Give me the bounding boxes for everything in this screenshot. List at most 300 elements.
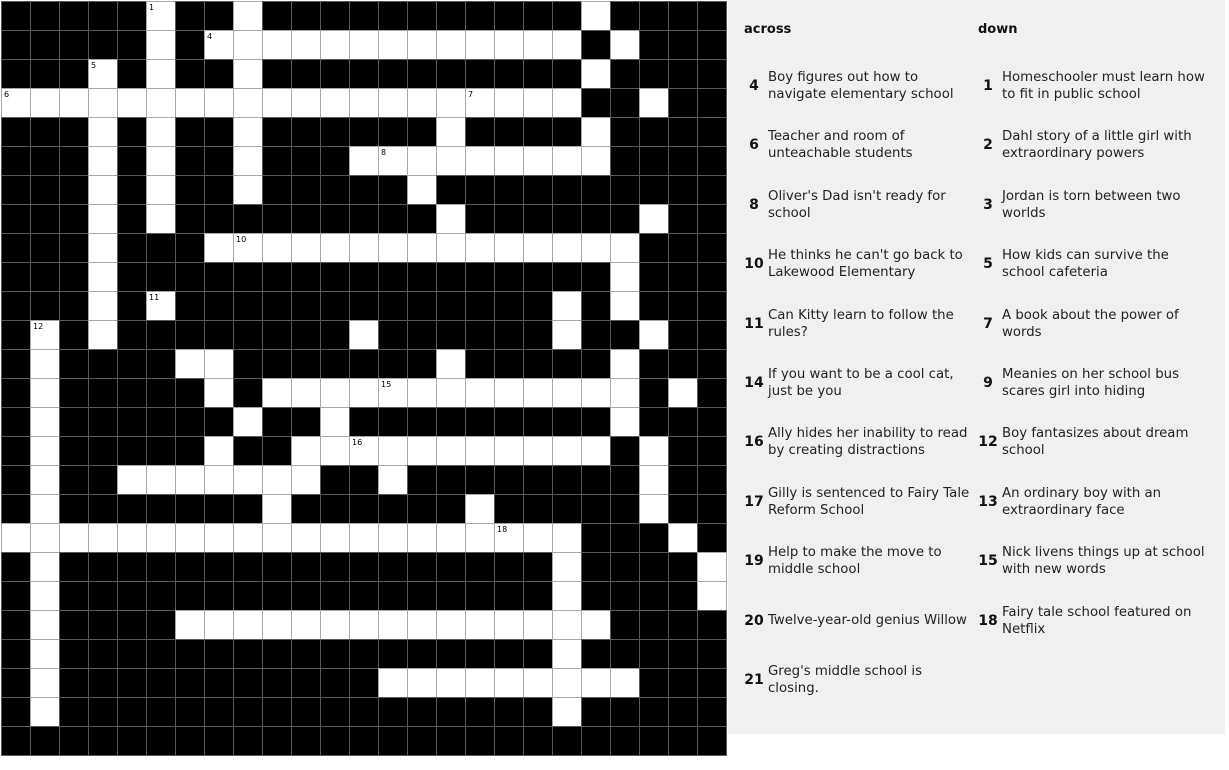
- grid-cell[interactable]: [436, 30, 466, 60]
- across-clue[interactable]: [740, 127, 972, 163]
- grid-cell[interactable]: [30, 494, 60, 524]
- grid-cell[interactable]: [320, 436, 350, 466]
- grid-block: [1, 465, 31, 495]
- grid-cell[interactable]: [610, 262, 640, 292]
- down-clue[interactable]: [974, 543, 1206, 579]
- grid-block: [436, 175, 466, 205]
- grid-cell[interactable]: [88, 320, 118, 350]
- grid-cell[interactable]: [349, 30, 379, 60]
- clue-number: 13: [978, 493, 998, 510]
- grid-cell[interactable]: [407, 610, 437, 640]
- grid-cell[interactable]: [233, 233, 263, 263]
- grid-cell[interactable]: [552, 668, 582, 698]
- grid-block: [668, 30, 698, 60]
- clue-text: Jordan is torn between two worlds: [1002, 188, 1181, 221]
- grid-block: [146, 407, 176, 437]
- grid-cell[interactable]: [146, 30, 176, 60]
- across-clue[interactable]: [740, 603, 972, 639]
- grid-cell[interactable]: [465, 523, 495, 553]
- grid-cell[interactable]: [291, 30, 321, 60]
- across-clue[interactable]: [740, 187, 972, 223]
- grid-cell[interactable]: [30, 320, 60, 350]
- grid-block: [233, 697, 263, 727]
- grid-cell[interactable]: [407, 233, 437, 263]
- grid-cell[interactable]: [581, 436, 611, 466]
- down-clue[interactable]: [974, 424, 1206, 460]
- grid-cell[interactable]: [436, 523, 466, 553]
- grid-cell[interactable]: [639, 436, 669, 466]
- grid-block: [233, 552, 263, 582]
- grid-cell[interactable]: [233, 146, 263, 176]
- grid-cell[interactable]: [1, 523, 31, 553]
- grid-cell[interactable]: [552, 378, 582, 408]
- grid-block: [494, 291, 524, 321]
- grid-cell[interactable]: [204, 465, 234, 495]
- grid-block: [523, 59, 553, 89]
- grid-cell[interactable]: [378, 523, 408, 553]
- grid-cell[interactable]: [494, 436, 524, 466]
- grid-cell[interactable]: [146, 204, 176, 234]
- grid-block: [88, 349, 118, 379]
- grid-cell[interactable]: [233, 117, 263, 147]
- grid-block: [59, 378, 89, 408]
- grid-cell[interactable]: [30, 88, 60, 118]
- grid-cell[interactable]: [262, 523, 292, 553]
- down-clue[interactable]: [974, 127, 1206, 163]
- grid-block: [697, 494, 727, 524]
- across-clue[interactable]: [740, 424, 972, 460]
- grid-cell[interactable]: [668, 523, 698, 553]
- clue-number: 4: [749, 78, 759, 94]
- grid-cell[interactable]: [204, 378, 234, 408]
- grid-cell[interactable]: [378, 465, 408, 495]
- grid-cell[interactable]: [639, 88, 669, 118]
- grid-cell[interactable]: [407, 668, 437, 698]
- grid-block: [465, 726, 495, 756]
- grid-block: [668, 291, 698, 321]
- grid-cell[interactable]: [88, 523, 118, 553]
- grid-cell[interactable]: [494, 88, 524, 118]
- grid-cell[interactable]: [378, 610, 408, 640]
- grid-cell[interactable]: [581, 610, 611, 640]
- grid-block: [465, 320, 495, 350]
- grid-cell[interactable]: [262, 494, 292, 524]
- grid-block: [88, 726, 118, 756]
- grid-cell[interactable]: [552, 639, 582, 669]
- grid-cell[interactable]: [117, 465, 147, 495]
- clue-number: 10: [744, 256, 764, 273]
- down-clue[interactable]: [974, 306, 1206, 342]
- grid-block: [1, 697, 31, 727]
- grid-cell[interactable]: [262, 610, 292, 640]
- grid-block: [407, 639, 437, 669]
- grid-cell[interactable]: [88, 233, 118, 263]
- grid-cell[interactable]: [233, 610, 263, 640]
- grid-cell[interactable]: [146, 1, 176, 31]
- grid-cell[interactable]: [233, 175, 263, 205]
- grid-cell[interactable]: [581, 378, 611, 408]
- down-clue[interactable]: [974, 187, 1206, 223]
- grid-block: [262, 146, 292, 176]
- grid-block: [117, 407, 147, 437]
- grid-cell[interactable]: [581, 59, 611, 89]
- grid-cell[interactable]: [291, 88, 321, 118]
- grid-cell[interactable]: [436, 349, 466, 379]
- across-clue[interactable]: [740, 543, 972, 579]
- down-clue[interactable]: [974, 365, 1206, 401]
- grid-cell[interactable]: [639, 494, 669, 524]
- grid-cell[interactable]: [175, 610, 205, 640]
- grid-cell[interactable]: [320, 523, 350, 553]
- grid-cell[interactable]: [639, 320, 669, 350]
- grid-cell[interactable]: [30, 552, 60, 582]
- grid-block: [378, 117, 408, 147]
- grid-cell[interactable]: [146, 117, 176, 147]
- grid-cell[interactable]: [320, 88, 350, 118]
- grid-cell[interactable]: [523, 88, 553, 118]
- grid-block: [30, 30, 60, 60]
- grid-block: [436, 291, 466, 321]
- grid-cell[interactable]: [494, 233, 524, 263]
- grid-block: [59, 726, 89, 756]
- grid-block: [436, 465, 466, 495]
- clue-number-label: 15: [381, 380, 392, 389]
- grid-cell[interactable]: [378, 436, 408, 466]
- grid-block: [262, 291, 292, 321]
- across-clue[interactable]: [740, 246, 972, 282]
- grid-cell[interactable]: [668, 378, 698, 408]
- grid-block: [407, 407, 437, 437]
- grid-cell[interactable]: [639, 204, 669, 234]
- grid-cell[interactable]: [30, 436, 60, 466]
- grid-block: [262, 581, 292, 611]
- grid-cell[interactable]: [291, 233, 321, 263]
- grid-cell[interactable]: [291, 465, 321, 495]
- grid-cell[interactable]: [552, 523, 582, 553]
- grid-cell[interactable]: [146, 88, 176, 118]
- grid-block: [1, 726, 31, 756]
- grid-block: [407, 465, 437, 495]
- grid-cell[interactable]: [204, 436, 234, 466]
- grid-cell[interactable]: [30, 349, 60, 379]
- grid-block: [552, 262, 582, 292]
- grid-cell[interactable]: [407, 88, 437, 118]
- grid-cell[interactable]: [581, 668, 611, 698]
- grid-block: [407, 552, 437, 582]
- grid-cell[interactable]: [407, 523, 437, 553]
- grid-block: [59, 117, 89, 147]
- grid-cell[interactable]: [175, 88, 205, 118]
- grid-block: [146, 436, 176, 466]
- grid-cell[interactable]: [436, 146, 466, 176]
- grid-block: [668, 117, 698, 147]
- grid-block: [668, 552, 698, 582]
- grid-block: [697, 349, 727, 379]
- grid-block: [175, 436, 205, 466]
- grid-cell[interactable]: [407, 378, 437, 408]
- grid-cell[interactable]: [436, 88, 466, 118]
- grid-cell[interactable]: [88, 117, 118, 147]
- grid-cell[interactable]: [552, 610, 582, 640]
- grid-cell[interactable]: [552, 233, 582, 263]
- grid-block: [494, 262, 524, 292]
- grid-cell[interactable]: [523, 668, 553, 698]
- grid-block: [581, 262, 611, 292]
- clue-text: He thinks he can't go back to Lakewood Elementary: [768, 248, 963, 281]
- grid-cell[interactable]: [552, 291, 582, 321]
- grid-cell[interactable]: [88, 146, 118, 176]
- grid-cell[interactable]: [465, 494, 495, 524]
- across-clue[interactable]: [740, 365, 972, 401]
- grid-block: [610, 320, 640, 350]
- grid-block: [175, 320, 205, 350]
- grid-cell[interactable]: [30, 378, 60, 408]
- grid-cell[interactable]: [204, 610, 234, 640]
- grid-cell[interactable]: [117, 523, 147, 553]
- grid-cell[interactable]: [465, 610, 495, 640]
- grid-cell[interactable]: [88, 88, 118, 118]
- grid-cell[interactable]: [610, 407, 640, 437]
- grid-block: [610, 117, 640, 147]
- grid-cell[interactable]: [146, 465, 176, 495]
- grid-cell[interactable]: [291, 610, 321, 640]
- grid-cell[interactable]: [262, 465, 292, 495]
- grid-cell[interactable]: [552, 146, 582, 176]
- grid-cell[interactable]: [523, 378, 553, 408]
- grid-cell[interactable]: [146, 146, 176, 176]
- grid-block: [407, 494, 437, 524]
- grid-cell[interactable]: [378, 233, 408, 263]
- grid-cell[interactable]: [494, 523, 524, 553]
- grid-cell[interactable]: [465, 233, 495, 263]
- grid-cell[interactable]: [494, 378, 524, 408]
- grid-cell[interactable]: [233, 523, 263, 553]
- grid-cell[interactable]: [436, 233, 466, 263]
- grid-cell[interactable]: [349, 320, 379, 350]
- grid-block: [146, 552, 176, 582]
- grid-block: [378, 1, 408, 31]
- grid-cell[interactable]: [320, 233, 350, 263]
- grid-cell[interactable]: [320, 610, 350, 640]
- grid-block: [668, 1, 698, 31]
- grid-cell[interactable]: [697, 581, 727, 611]
- grid-cell[interactable]: [30, 639, 60, 669]
- grid-cell[interactable]: [610, 349, 640, 379]
- grid-cell[interactable]: [30, 407, 60, 437]
- grid-block: [610, 697, 640, 727]
- grid-cell[interactable]: [204, 30, 234, 60]
- grid-cell[interactable]: [291, 436, 321, 466]
- grid-cell[interactable]: [610, 233, 640, 263]
- grid-cell[interactable]: [697, 552, 727, 582]
- grid-cell[interactable]: [30, 610, 60, 640]
- grid-cell[interactable]: [349, 146, 379, 176]
- grid-cell[interactable]: [262, 30, 292, 60]
- grid-cell[interactable]: [581, 146, 611, 176]
- grid-block: [378, 639, 408, 669]
- grid-cell[interactable]: [378, 668, 408, 698]
- grid-cell[interactable]: [320, 30, 350, 60]
- grid-block: [262, 407, 292, 437]
- grid-block: [320, 59, 350, 89]
- grid-cell[interactable]: [233, 1, 263, 31]
- grid-cell[interactable]: [262, 233, 292, 263]
- down-clue[interactable]: [974, 603, 1206, 639]
- grid-cell[interactable]: [233, 30, 263, 60]
- grid-cell[interactable]: [523, 610, 553, 640]
- grid-cell[interactable]: [552, 436, 582, 466]
- grid-cell[interactable]: [465, 436, 495, 466]
- grid-block: [204, 320, 234, 350]
- down-clue[interactable]: [974, 246, 1206, 282]
- grid-cell[interactable]: [407, 436, 437, 466]
- grid-cell[interactable]: [610, 668, 640, 698]
- grid-block: [146, 668, 176, 698]
- grid-cell[interactable]: [291, 523, 321, 553]
- grid-block: [697, 262, 727, 292]
- grid-cell[interactable]: [30, 581, 60, 611]
- grid-cell[interactable]: [291, 378, 321, 408]
- grid-cell[interactable]: [233, 407, 263, 437]
- grid-block: [291, 726, 321, 756]
- grid-cell[interactable]: [465, 30, 495, 60]
- grid-block: [204, 639, 234, 669]
- grid-cell[interactable]: [552, 697, 582, 727]
- grid-cell[interactable]: [349, 233, 379, 263]
- grid-cell[interactable]: [610, 30, 640, 60]
- grid-cell[interactable]: [204, 349, 234, 379]
- grid-cell[interactable]: [1, 88, 31, 118]
- grid-cell[interactable]: [175, 523, 205, 553]
- grid-cell[interactable]: [465, 146, 495, 176]
- grid-cell[interactable]: [610, 378, 640, 408]
- grid-block: [465, 407, 495, 437]
- grid-cell[interactable]: [59, 88, 89, 118]
- grid-cell[interactable]: [146, 59, 176, 89]
- grid-cell[interactable]: [436, 204, 466, 234]
- grid-cell[interactable]: [233, 465, 263, 495]
- across-clue[interactable]: [740, 68, 972, 104]
- grid-cell[interactable]: [320, 378, 350, 408]
- grid-cell[interactable]: [349, 378, 379, 408]
- grid-cell[interactable]: [378, 88, 408, 118]
- grid-block: [465, 581, 495, 611]
- grid-cell[interactable]: [581, 233, 611, 263]
- grid-cell[interactable]: [204, 523, 234, 553]
- grid-block: [117, 30, 147, 60]
- grid-cell[interactable]: [436, 436, 466, 466]
- grid-cell[interactable]: [233, 88, 263, 118]
- grid-block: [204, 175, 234, 205]
- grid-cell[interactable]: [581, 1, 611, 31]
- grid-cell[interactable]: [494, 30, 524, 60]
- grid-cell[interactable]: [407, 146, 437, 176]
- grid-block: [1, 1, 31, 31]
- grid-cell[interactable]: [88, 262, 118, 292]
- grid-cell[interactable]: [30, 465, 60, 495]
- grid-cell[interactable]: [494, 146, 524, 176]
- grid-cell[interactable]: [88, 291, 118, 321]
- grid-block: [378, 726, 408, 756]
- grid-cell[interactable]: [639, 465, 669, 495]
- grid-cell[interactable]: [552, 581, 582, 611]
- grid-cell[interactable]: [146, 175, 176, 205]
- grid-block: [320, 639, 350, 669]
- grid-cell[interactable]: [407, 175, 437, 205]
- grid-cell[interactable]: [117, 88, 147, 118]
- across-clue[interactable]: [740, 306, 972, 342]
- grid-cell[interactable]: [59, 523, 89, 553]
- grid-cell[interactable]: [204, 233, 234, 263]
- grid-block: [204, 117, 234, 147]
- grid-block: [523, 349, 553, 379]
- grid-cell[interactable]: [436, 668, 466, 698]
- grid-cell[interactable]: [30, 668, 60, 698]
- grid-cell[interactable]: [30, 523, 60, 553]
- grid-cell[interactable]: [88, 59, 118, 89]
- grid-cell[interactable]: [523, 146, 553, 176]
- grid-cell[interactable]: [465, 668, 495, 698]
- grid-cell[interactable]: [552, 30, 582, 60]
- grid-cell[interactable]: [233, 59, 263, 89]
- grid-cell[interactable]: [146, 523, 176, 553]
- grid-cell[interactable]: [175, 465, 205, 495]
- grid-cell[interactable]: [349, 88, 379, 118]
- grid-cell[interactable]: [494, 610, 524, 640]
- grid-cell[interactable]: [349, 610, 379, 640]
- grid-cell[interactable]: [175, 349, 205, 379]
- grid-cell[interactable]: [88, 204, 118, 234]
- grid-cell[interactable]: [204, 88, 234, 118]
- grid-cell[interactable]: [552, 88, 582, 118]
- grid-cell[interactable]: [523, 523, 553, 553]
- grid-cell[interactable]: [523, 233, 553, 263]
- grid-cell[interactable]: [552, 552, 582, 582]
- grid-cell[interactable]: [465, 378, 495, 408]
- grid-cell[interactable]: [407, 30, 437, 60]
- across-clue[interactable]: [740, 484, 972, 520]
- grid-cell[interactable]: [552, 320, 582, 350]
- grid-cell[interactable]: [610, 291, 640, 321]
- grid-cell[interactable]: [262, 378, 292, 408]
- grid-cell[interactable]: [436, 117, 466, 147]
- grid-block: [494, 59, 524, 89]
- grid-cell[interactable]: [262, 88, 292, 118]
- grid-cell[interactable]: [349, 436, 379, 466]
- grid-cell[interactable]: [378, 378, 408, 408]
- grid-cell[interactable]: [581, 117, 611, 147]
- grid-cell[interactable]: [436, 378, 466, 408]
- grid-cell[interactable]: [494, 668, 524, 698]
- down-clue[interactable]: [974, 484, 1206, 520]
- grid-cell[interactable]: [88, 175, 118, 205]
- grid-block: [581, 639, 611, 669]
- grid-cell[interactable]: [523, 30, 553, 60]
- grid-cell[interactable]: [349, 523, 379, 553]
- down-clue[interactable]: [974, 68, 1206, 104]
- grid-cell[interactable]: [378, 30, 408, 60]
- grid-cell[interactable]: [146, 291, 176, 321]
- grid-cell[interactable]: [436, 610, 466, 640]
- grid-block: [291, 668, 321, 698]
- grid-cell[interactable]: [320, 407, 350, 437]
- across-clue[interactable]: [740, 662, 972, 698]
- grid-cell[interactable]: [378, 146, 408, 176]
- grid-cell[interactable]: [523, 436, 553, 466]
- grid-cell[interactable]: [465, 88, 495, 118]
- clue-number: 9: [983, 375, 993, 391]
- grid-cell[interactable]: [30, 697, 60, 727]
